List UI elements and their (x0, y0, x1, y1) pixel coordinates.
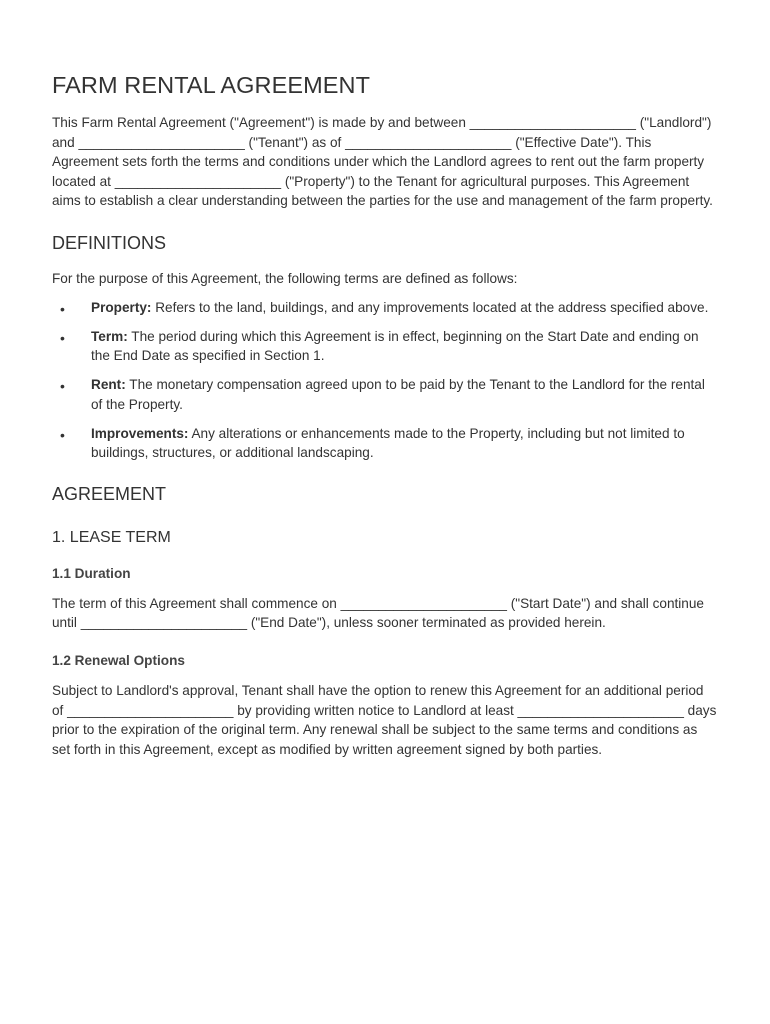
document-title: FARM RENTAL AGREEMENT (52, 72, 371, 98)
bullet-icon: • (60, 378, 65, 395)
definition-text: The monetary compensation agreed upon to be paid by the Tenant to the Landlord for the rental of the Property. (91, 377, 705, 412)
duration-heading: 1.1 Duration (52, 565, 131, 581)
bullet-icon: • (60, 329, 65, 346)
renewal-paragraph: Subject to Landlord's approval, Tenant shall have the option to renew this Agreement for an additional period of ______________________ by providing written notice to Landlord at least ______________________ days prior to the expiration of the original term. Any renewal shall be subject to the same terms and conditions as set forth in this Agreement, except as modified by written agreement signed by both parties. (52, 683, 717, 757)
duration-paragraph: The term of this Agreement shall commence on ______________________ ("Start Date") and shall continue until ______________________ ("End Date"), unless sooner terminated as provided herein. (52, 595, 704, 631)
definition-text: Refers to the land, buildings, and any improvements located at the address specified above. (151, 299, 709, 315)
renewal-heading: 1.2 Renewal Options (52, 653, 185, 669)
definition-term: Improvements: (91, 425, 189, 441)
bullet-icon: • (60, 426, 65, 443)
definition-term: Rent: (91, 377, 126, 393)
definition-item-improvements (52, 424, 718, 463)
definition-term: Property: (91, 299, 152, 315)
definitions-list (52, 298, 718, 463)
definition-item-rent (52, 375, 718, 414)
definition-text: Any alterations or enhancements made to the Property, including but not limited to buildings, structures, or additional landscaping. (91, 425, 685, 461)
agreement-heading: AGREEMENT (52, 483, 167, 504)
definition-text: The period during which this Agreement is in effect, beginning on the Start Date and ending on the End Date as specified in Section 1. (91, 328, 699, 364)
definitions-heading: DEFINITIONS (52, 232, 167, 253)
lease-term-heading: 1. LEASE TERM (52, 528, 171, 546)
definition-item-property (52, 298, 718, 318)
definitions-intro: For the purpose of this Agreement, the following terms are defined as follows: (52, 270, 518, 286)
intro-paragraph: This Farm Rental Agreement ("Agreement") is made by and between ______________________ ("Landlord") and ______________________ ("Tenant") as of ______________________ ("Effective Date"). This Agreement sets forth the terms and conditions under which the Landlord agrees to rent out the farm property located at ______________________ ("Property") to the Tenant for agricultural purposes. This Agreement aims to establish a clear understanding between the parties for the use and management of the farm property. (52, 115, 713, 209)
bullet-icon: • (60, 300, 65, 317)
definition-term: Term: (91, 328, 128, 344)
definition-item-term (52, 327, 718, 366)
